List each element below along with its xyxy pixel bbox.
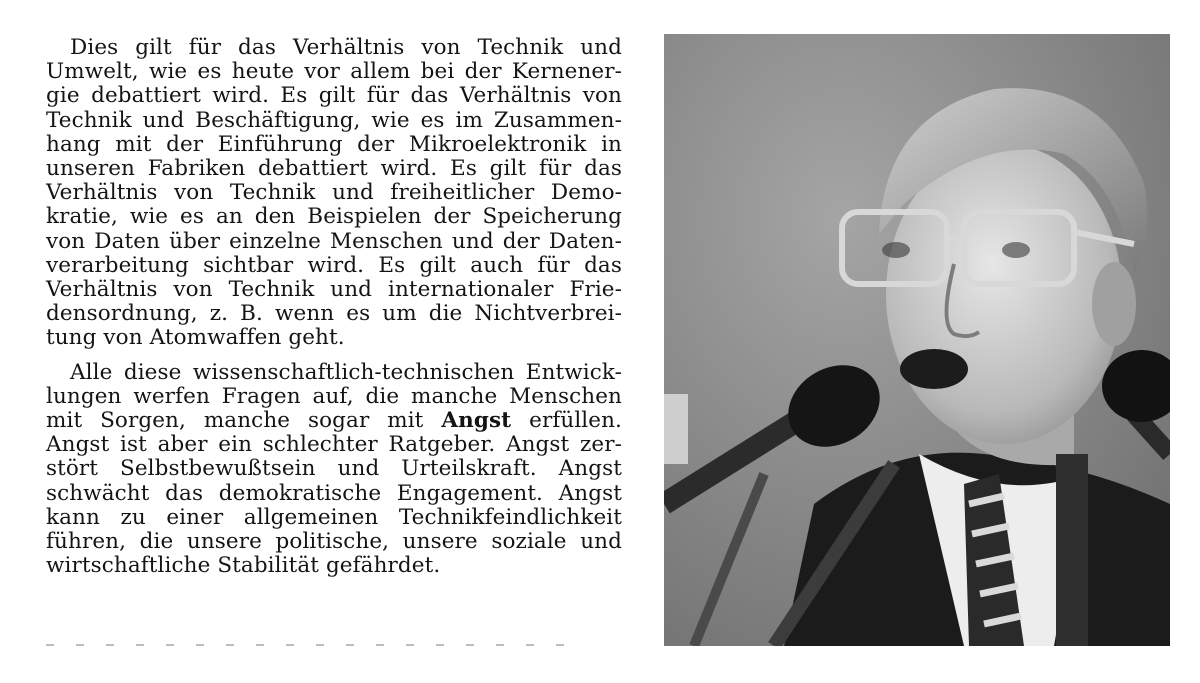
text-line: Alle diese wissenschaftlich-technischen Entwick- [70,359,622,385]
paragraph-2 [46,361,622,579]
article-text [46,36,622,578]
text-line: lungen werfen Fragen auf, die manche Menschen [46,383,622,409]
text-line: Dies gilt für das Verhältnis von Technik und [70,35,622,60]
paragraph-1 [46,36,622,351]
text-line: kratie, wie es an den Beispielen der Speicherung [46,204,622,230]
text-line: führen, die unsere politische, unsere soziale und [46,529,622,555]
text-line: Verhältnis von Technik und internationaler Frie- [46,277,622,303]
open-mouth [900,349,968,389]
text-line: kann zu einer allgemeinen Technikfeindlichkeit [46,504,622,530]
text-line: wirtschaftliche Stabilität gefährdet. [46,553,441,579]
text-line: schwächt das demokratische Engagement. Angst [46,480,622,506]
text-line: verarbeitung sichtbar wird. Es gilt auch für das [46,252,622,278]
text-line: Verhältnis von Technik und freiheitlicher Demo- [46,180,622,206]
text-fragment: mit Sorgen, manche sogar mit [46,408,442,434]
text-line: hang mit der Einführung der Mikroelektronik in [46,131,622,157]
text-line: Angst ist aber ein schlechter Ratgeber. Angst zer- [46,432,622,458]
text-fragment: erfüllen. [511,408,622,434]
speaker-photo [664,34,1170,646]
text-line: stört Selbstbewußtsein und Urteilskraft. Angst [46,456,622,482]
text-line: Umwelt, wie es heute vor allem bei der Kernener- [46,59,622,85]
emphasized-word: Angst [441,408,512,434]
text-line: unseren Fabriken debattiert wird. Es gilt für das [46,156,622,182]
text-line-with-emphasis [46,409,622,433]
speaker-photo-illustration [664,34,1170,646]
text-line: Technik und Beschäftigung, wie es im Zusammen- [46,107,622,133]
cropped-next-line [46,632,622,646]
text-line: densordnung, z. B. wenn es um die Nichtverbrei- [46,301,622,327]
text-line: tung von Atomwaffen geht. [46,325,345,351]
text-line: von Daten über einzelne Menschen und der Daten- [46,228,622,254]
text-line: gie debattiert wird. Es gilt für das Verhältnis von [46,83,622,109]
